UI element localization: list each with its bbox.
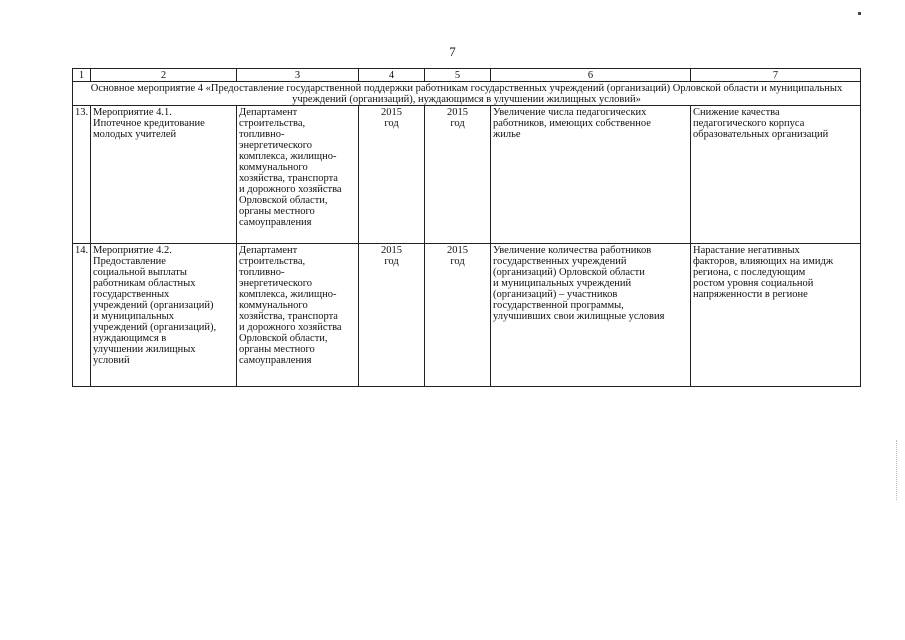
- column-number: 1: [73, 69, 91, 82]
- scan-edge-dots: [896, 440, 898, 500]
- executor-cell: Департамент строительства, топливно- энергетического комплекса, жилищно- коммунального хозяйства, транспорта и дорожного хозяйства Орловской области, органы местного самоуправления: [237, 106, 359, 244]
- column-number: 3: [237, 69, 359, 82]
- executor-cell: Департамент строительства, топливно- энергетического комплекса, жилищно- коммунального хозяйства, транспорта и дорожного хозяйства Орловской области, органы местного самоуправления: [237, 244, 359, 387]
- column-number-row: [73, 69, 861, 82]
- column-number: 7: [691, 69, 861, 82]
- column-number: 4: [359, 69, 425, 82]
- table-row: [73, 244, 861, 387]
- measures-table: [72, 68, 861, 387]
- column-number: 6: [491, 69, 691, 82]
- section-title: Основное мероприятие 4 «Предоставление государственной поддержки работникам государственных учреждений (организаций) Орловской области и муниципальных учреждений (организаций), нуждающимся в улучшении жилищных условий»: [73, 82, 861, 106]
- column-number: 5: [425, 69, 491, 82]
- page-number: 7: [449, 44, 456, 59]
- scan-speck: [858, 12, 861, 15]
- consequence-cell: Нарастание негативных факторов, влияющих на имидж региона, с последующим ростом уровня социальной напряженности в регионе: [691, 244, 861, 387]
- row-number: 14.: [73, 244, 91, 387]
- measure-cell: Мероприятие 4.1. Ипотечное кредитование молодых учителей: [91, 106, 237, 244]
- end-year-cell: 2015 год: [425, 106, 491, 244]
- column-number: 2: [91, 69, 237, 82]
- table-row: [73, 106, 861, 244]
- start-year-cell: 2015 год: [359, 106, 425, 244]
- section-row: [73, 82, 861, 106]
- end-year-cell: 2015 год: [425, 244, 491, 387]
- result-cell: Увеличение количества работников государственных учреждений (организаций) Орловской области и муниципальных учреждений (организаций) – участников государственной программы, улучшивших свои жилищные условия: [491, 244, 691, 387]
- start-year-cell: 2015 год: [359, 244, 425, 387]
- row-number: 13.: [73, 106, 91, 244]
- measure-cell: Мероприятие 4.2. Предоставление социальной выплаты работникам областных государственных учреждений (организаций) и муниципальных учреждений (организаций), нуждающимся в улучшении жилищных условий: [91, 244, 237, 387]
- consequence-cell: Снижение качества педагогического корпуса образовательных организаций: [691, 106, 861, 244]
- result-cell: Увеличение числа педагогических работников, имеющих собственное жилье: [491, 106, 691, 244]
